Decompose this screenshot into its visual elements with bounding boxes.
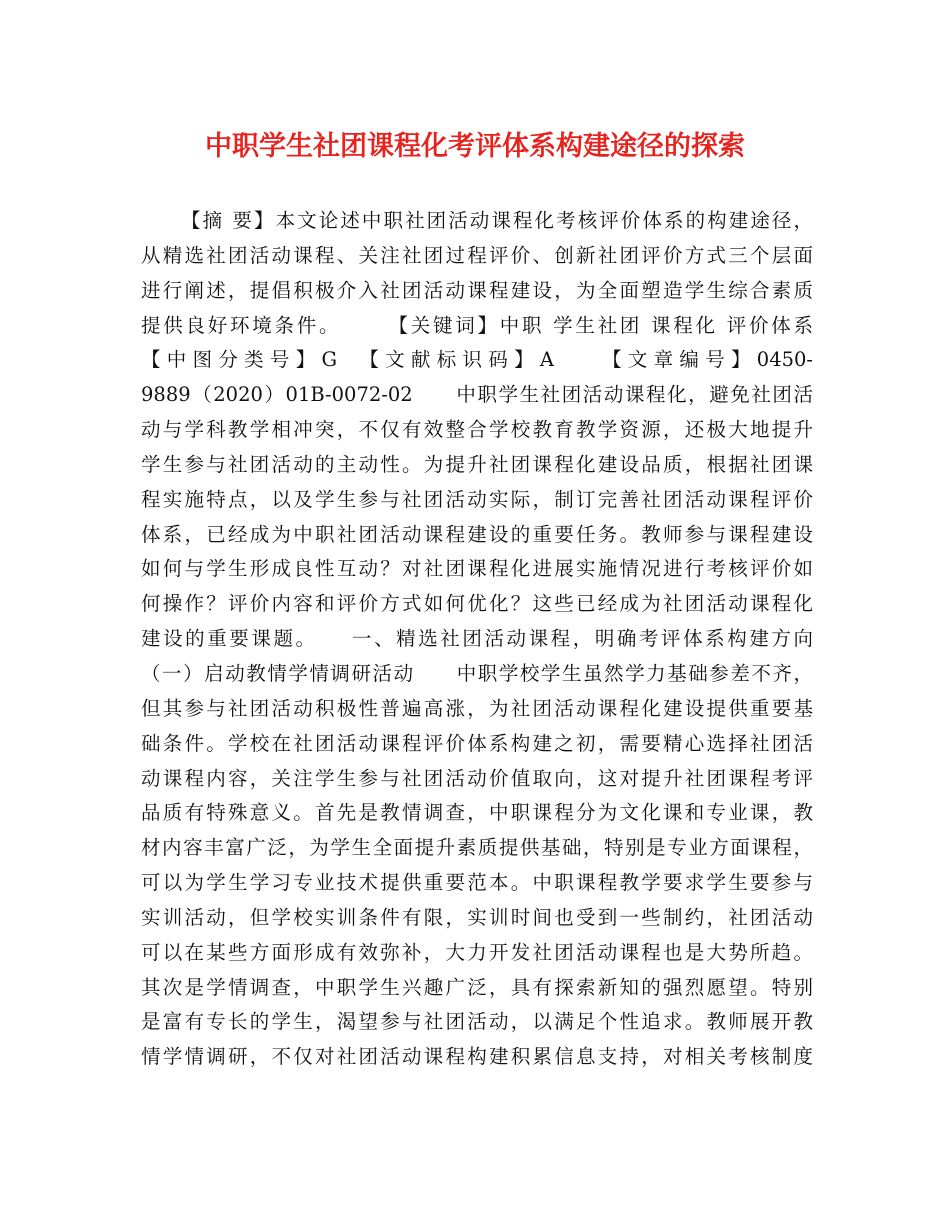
body-line: 可以为学生学习专业技术提供重要范本。中职课程教学要求学生要参与 xyxy=(141,871,813,895)
body-line: 如何与学生形成良性互动？对社团课程化进展实施情况进行考核评价如 xyxy=(141,557,813,581)
document-title: 中职学生社团课程化考评体系构建途径的探索 xyxy=(205,131,745,162)
body-line: 但其参与社团活动积极性普遍高涨，为社团活动课程化建设提供重要基 xyxy=(141,696,813,720)
body-line: （一）启动教情学情调研活动 中职学校学生虽然学力基础参差不齐， xyxy=(141,661,813,685)
body-line: 建设的重要课题。 一、精选社团活动课程，明确考评体系构建方向 xyxy=(141,627,813,651)
body-line: 其次是学情调查，中职学生兴趣广泛，具有探索新知的强烈愿望。特别 xyxy=(141,975,813,999)
body-line: 是富有专长的学生，渴望参与社团活动，以满足个性追求。教师展开教 xyxy=(141,1010,813,1034)
document-body xyxy=(141,204,813,1075)
body-line: 体系，已经成为中职社团活动课程建设的重要任务。教师参与课程建设 xyxy=(141,522,813,546)
body-line: 动与学科教学相冲突，不仅有效整合学校教育教学资源，还极大地提升 xyxy=(141,418,813,442)
body-line: 何操作？评价内容和评价方式如何优化？这些已经成为社团活动课程化 xyxy=(141,592,813,616)
body-line: 情学情调研，不仅对社团活动课程构建积累信息支持，对相关考核制度 xyxy=(141,1045,813,1069)
body-line: 9889（2020）01B-0072-02 中职学生社团活动课程化，避免社团活 xyxy=(141,383,813,407)
body-line: 提供良好环境条件。 【关键词】中职 学生社团 课程化 评价体系 xyxy=(141,313,813,337)
body-line: 进行阐述，提倡积极介入社团活动课程建设，为全面塑造学生综合素质 xyxy=(141,278,813,302)
body-line: 学生参与社团活动的主动性。为提升社团课程化建设品质，根据社团课 xyxy=(141,452,813,476)
body-line: 材内容丰富广泛，为学生全面提升素质提供基础，特别是专业方面课程， xyxy=(141,836,813,860)
body-line: 【摘 要】本文论述中职社团活动课程化考核评价体系的构建途径， xyxy=(181,209,813,232)
body-line: 可以在某些方面形成有效弥补，大力开发社团活动课程也是大势所趋。 xyxy=(141,940,813,964)
body-line: 【中图分类号】G 【文献标识码】A 【文章编号】0450- xyxy=(141,348,813,372)
body-line: 动课程内容，关注学生参与社团活动价值取向，这对提升社团课程考评 xyxy=(141,766,813,790)
body-line: 从精选社团活动课程、关注社团过程评价、创新社团评价方式三个层面 xyxy=(141,243,813,267)
body-line: 实训活动，但学校实训条件有限，实训时间也受到一些制约，社团活动 xyxy=(141,905,813,929)
body-line: 品质有特殊意义。首先是教情调查，中职课程分为文化课和专业课，教 xyxy=(141,801,813,825)
body-line: 程实施特点，以及学生参与社团活动实际，制订完善社团活动课程评价 xyxy=(141,487,813,511)
body-line: 础条件。学校在社团活动课程评价体系构建之初，需要精心选择社团活 xyxy=(141,731,813,755)
